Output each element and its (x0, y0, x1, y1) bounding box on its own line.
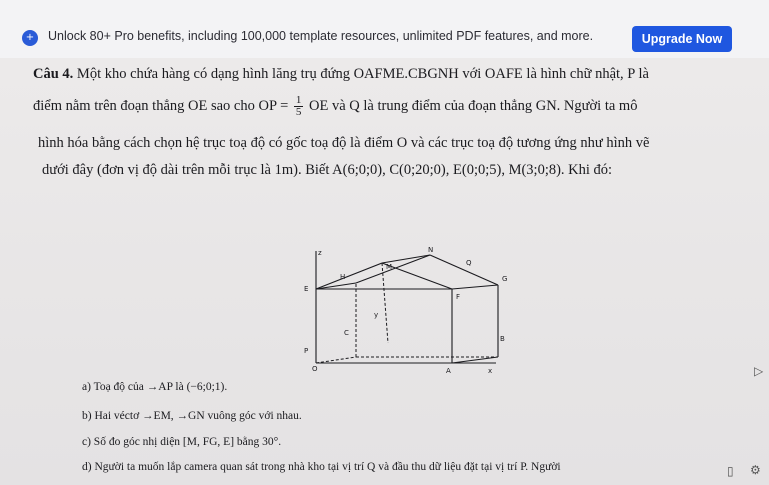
svg-text:H: H (340, 273, 346, 281)
problem-text-4: dưới đây (đơn vị độ dài trên mỗi trục là 1m). Biết A(6;0;0), C(0;20;0), E(0;0;5), M(3;0;8). Khi đó: (42, 162, 613, 178)
svg-text:z: z (318, 249, 322, 257)
edge-EH (316, 283, 356, 289)
svg-text:A: A (446, 367, 451, 375)
option-a: a) Toạ độ của →AP là (−6;0;1). (82, 381, 228, 393)
plus-circle-icon: + (22, 30, 38, 46)
svg-text:Q: Q (466, 259, 472, 267)
promo-banner (0, 0, 769, 59)
svg-text:G: G (502, 275, 508, 283)
svg-text:B: B (500, 335, 505, 343)
fraction (294, 95, 304, 118)
upgrade-now-button[interactable]: Upgrade Now (632, 26, 732, 52)
problem-text-1: Một kho chứa hàng có dạng hình lăng trụ đứng OAFME.CBGNH với OAFE là hình chữ nhật, P là (76, 66, 649, 82)
svg-text:x: x (488, 367, 493, 375)
y-direction (382, 263, 388, 343)
svg-text:E: E (304, 285, 309, 293)
svg-text:O: O (312, 365, 318, 373)
option-b: b) Hai véctơ →EM, →GN vuông góc với nhau. (82, 410, 302, 422)
edge-FG (452, 285, 498, 289)
y-axis (316, 357, 356, 363)
edge-EM (316, 263, 382, 289)
svg-text:M: M (386, 263, 393, 271)
edge-MF (382, 263, 452, 289)
svg-text:F: F (456, 293, 461, 301)
problem-line-3 (38, 135, 649, 152)
svg-text:P: P (304, 347, 309, 355)
edge-NG (430, 255, 498, 285)
problem-label: Câu 4. (33, 66, 74, 82)
promo-text: Unlock 80+ Pro benefits, including 100,000 template resources, unlimited PDF features, and more. (48, 29, 594, 43)
fraction-numerator: 1 (295, 94, 302, 106)
svg-text:y: y (374, 311, 379, 319)
svg-text:N: N (428, 246, 434, 254)
svg-text:C: C (344, 329, 349, 337)
problem-text-2a: điểm nằm trên đoạn thẳng OE sao cho OP = (33, 97, 289, 114)
gear-icon[interactable]: ⚙ (750, 463, 761, 477)
problem-line-1 (33, 66, 649, 83)
problem-text-2b: OE và Q là trung điểm của đoạn thẳng GN. Người ta mô (309, 97, 638, 114)
document-page (0, 58, 769, 485)
problem-text-3: hình hóa bằng cách chọn hệ trục toạ độ có gốc toạ độ là điểm O và các trục toạ độ tương ứng như hình vẽ (38, 135, 650, 151)
book-icon[interactable]: ▯ (727, 464, 734, 478)
problem-line-2 (33, 95, 637, 118)
cursor-icon: ▷ (754, 364, 764, 378)
option-c: c) Số đo góc nhị diện [M, FG, E] bằng 30°. (82, 436, 282, 448)
option-d: d) Người ta muốn lắp camera quan sát trong nhà kho tại vị trí Q và đầu thu dữ liệu đặt tại vị trí P. Người (82, 461, 561, 473)
edge-MN (382, 255, 430, 263)
edge-AB (452, 357, 498, 363)
prism-figure (278, 245, 518, 377)
problem-line-4 (42, 162, 612, 179)
fraction-denominator: 5 (295, 106, 302, 118)
